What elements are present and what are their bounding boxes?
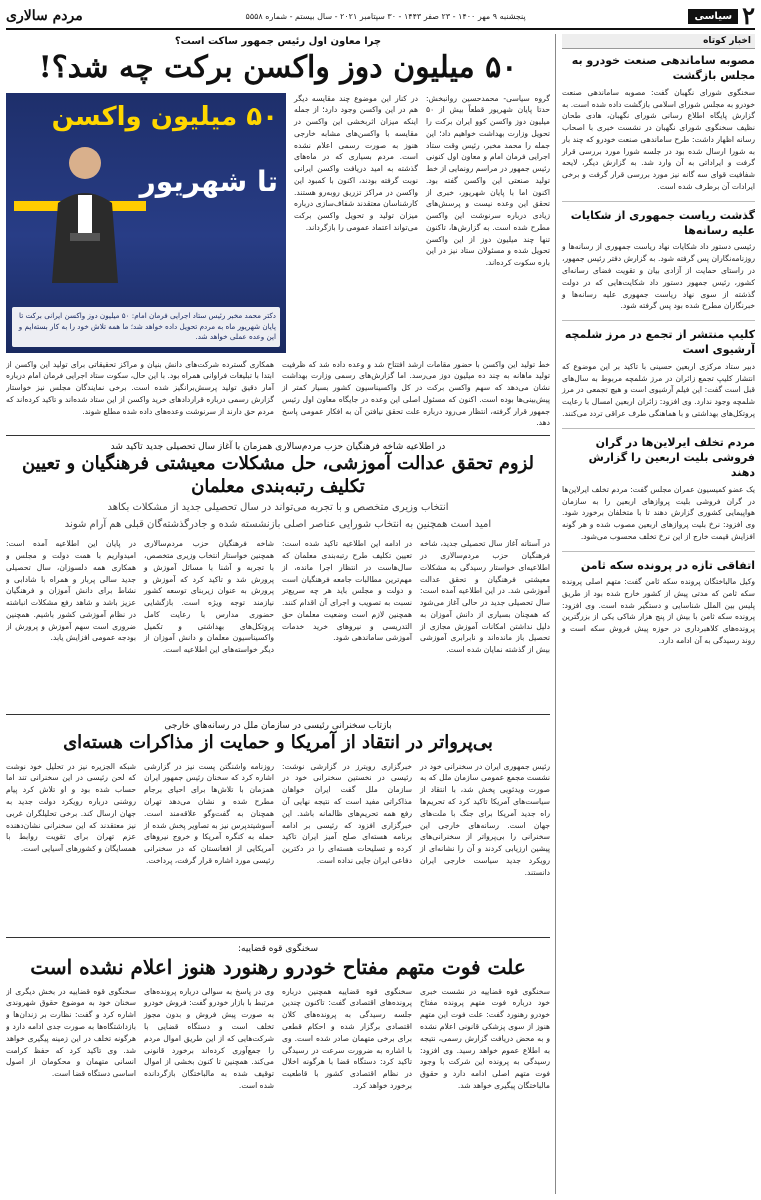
brief-title: مصوبه ساماندهی صنعت خودرو به مجلس بازگشت [571,54,755,83]
article-column: سخنگوی قوه قضاییه همچنین درباره پرونده‌های اقتصادی گفت: تاکنون چندین جلسه رسیدگی به پرونده‌های کلان اقتصادی برگزار شده و احکام قطعی برای برخی متهمان صادر شده است. وی با اشاره به ضرورت سرعت در رسیدگی تاکید کرد: دستگاه قضا با هرگونه اخلال در نظام اقتصادی کشور با قاطعیت برخورد خواهد کرد. [282,986,412,1090]
article-column: رئیس جمهوری ایران در سخنرانی خود در نشست مجمع عمومی سازمان ملل که به صورت ویدئویی پخش شد، با انتقاد از سیاست‌های آمریکا تاکید کرد که تحریم‌ها راه جدید آمریکا برای جنگ با ملت‌های جهان است. رسانه‌های خارجی این سخنرانی را بی‌پرواتر از سخنرانی‌های پیشین ارزیابی کردند و آن را نشانه‌ای از رویکرد جدید سیاست خارجی ایران دانستند. [420,761,550,877]
article-column: گروه سیاسی- محمدحسین روانبخش: حدتا پایان شهریور قطعاً بیش از ۵۰ میلیون دوز واکسن کوو ایران برکت را تحویل وزارت بهداشت خواهیم داد؛ این جمله را محمد مخبر، رئیس وقت ستاد اجرایی فرمان امام و معاون اول کنونی رئیس جمهور در مراسم رونمایی از خط تولید صنعتی این واکسن گفته بود. اکنون اما با پایان شهریور، خبری از تحقق این وعده نیست و پرسش‌های زیادی درباره سرنوشت این واکسن مطرح شده است. به گزارش‌ها، تاکنون تنها چند میلیون دوز از این واکسن تحویل شده و مسئولان ستاد نیز در این باره سکوت کرده‌اند. [426,93,550,268]
divider [6,937,550,938]
second-story-headline: لزوم تحقق عدالت آموزشی، حل مشکلات معیشتی فرهنگیان و تعیین تکلیف رتبه‌بندی معلمان [21,452,535,497]
brief-body: رئیسی دستور داد شکایات نهاد ریاست جمهوری از رسانه‌ها و روزنامه‌نگاران پس گرفته شود. به گزارش دفتر رئیس جمهور، در راستای حمایت از آزادی بیان و تقویت فضای رسانه‌ای کشور، رئیس جمهور دستور داد شکایت‌هایی که در دولت گذشته از سوی نهاد ریاست جمهوری علیه رسانه‌ها و خبرنگاران مطرح شده بود پس گرفته شود. [562,242,755,311]
second-story-columns [6,538,550,708]
brief-title: اتفاقی تازه در پرونده سکه ثامن [580,558,755,572]
second-story-lead-2: امید است همچنین به انتخاب شورایی عناصر اصلی بازنشسته شده و جادرگذشته‌گان قبلی هم آرام شوند [64,519,492,531]
brief-body: سخنگوی شورای نگهبان گفت: مصوبه ساماندهی صنعت خودرو به مجلس شورای اسلامی بازگشت داده شده است. به گزارش پایگاه اطلاع رسانی شورای نگهبان، هادی طحان نظیف سخنگوی شورای نگهبان در نشست خبری با اصحاب رسانه اظهار داشت: طرح ساماندهی صنعت خودرو که چند بار به شورا ارسال شده بود در جلسه شورا مورد بررسی قرار گرفت و ایراداتی به آن وارد شد. به گزارش دیگر، لایحه شفافیت قوای سه گانه نیز مورد بررسی قرار گرفت و برخی ایرادات آن برطرف شده است. [562,87,755,191]
page-badge [688,1,755,30]
article-column: در کنار این موضوع چند مقایسه دیگر هم در این واکسن وجود دارد؛ از جمله اینکه میزان اثربخشی این واکسن در مقایسه با واکسن‌های مشابه خارجی هنوز به صورت رسمی اعلام نشده است. مردم بسیاری که در ماه‌های گذشته به امید دریافت واکسن ایرانی نوبت گرفته بودند، اکنون با کمبود این واکسن در مراکز تزریق روبه‌رو هستند. کارشناسان معتقدند شفاف‌سازی درباره میزان تولید و تحویل واکسن برکت می‌تواند اعتماد عمومی را بازگرداند. [294,93,418,232]
brief-title: گذشت ریاست جمهوری از شکایات علیه رسانه‌ها [570,208,755,238]
article-column: همکاری گسترده شرکت‌های دانش بنیان و مراکز تحقیقاتی برای تولید این واکسن از ابتدا با تبلیغات فراوانی همراه بود. با این حال، سکوت ستاد اجرایی فرمان امام درباره آمار دقیق تولید پرسش‌برانگیز شده است. برخی نمایندگان مجلس نیز خواستار گزارش رسمی درباره قرارداد‌های خرید واکسن از این ستاد شده‌اند و تاکید کرده‌اند که مردم حق دارند از سرنوشت وعده‌های داده شده مطلع شوند. [6,359,274,416]
divider [562,428,755,429]
section-label: سیاسی [688,9,738,24]
brief-item [562,327,755,420]
masthead [6,1,755,30]
vaccine-poster-image [6,93,286,353]
divider [562,551,755,552]
poster-title: ۵۰ میلیون واکسن [51,101,278,132]
brief-body: دبیر ستاد مرکزی اربعین حسینی با تاکید بر این موضوع که انتشار کلیپ تجمع زائران در مرز شلمچه مربوط به سال‌های قبل است گفت: این فیلم آرشیوی است و هیچ تجمعی در مرز شلمچه وجود ندارد. وی افزود: زائران اربعین امسال با رعایت پروتکل‌های بهداشتی و با هماهنگی طرف عراقی تردد می‌کنند. [562,361,755,418]
divider [6,714,550,715]
second-story-lead: انتخاب وزیری متخصص و با تجربه می‌تواند در سال تحصیلی جدید از مشکلات بکاهد [107,502,449,514]
fourth-story-kicker: سخنگوی قوه قضاییه: [237,943,319,954]
brief-item [562,558,755,647]
brief-item [562,53,755,193]
sidebar-header: اخبار کوتاه [562,34,755,49]
article-column: شبکه الجزیره نیز در تحلیل خود نوشت که لحن رئیسی در این سخنرانی تند اما حساب شده بود و او تلاش کرد پیام روشنی درباره رویکرد دولت جدید به جهان ارسال کند. برخی تحلیلگران غربی نیز معتقدند که این سخنرانی نشان‌دهنده عزم تهران برای تقویت روابط با همسایگان و کشورهای آسیایی است. [6,761,136,854]
article-column: سخنگوی قوه قضاییه در نشست خبری خود درباره فوت متهم پرونده مفتاح خودرو رهنورد گفت: علت فوت این متهم هنوز از سوی پزشکی قانونی اعلام نشده و به محض دریافت گزارش رسمی، نتیجه به اطلاع عموم خواهد رسید. وی افزود: رسیدگی به پرونده این شرکت با وجود فوت متهم اصلی ادامه دارد و حقوق مالباختگان پیگیری خواهد شد. [420,986,550,1090]
top-story-kicker: چرا معاون اول رئیس جمهور ساکت است؟ [174,36,382,47]
dateline: پنجشنبه ۹ مهر ۱۴۰۰ - ۲۳ صفر ۱۴۴۳ - ۳۰ سپتامبر ۲۰۲۱ - سال بیستم - شماره ۵۵۵۸ [245,11,526,21]
brief-title: مردم تخلف ایرلاین‌ها در گران فروشی بلیت اربعین را گزارش دهند [588,435,755,480]
divider [562,201,755,202]
article-column: در ادامه این اطلاعیه تاکید شده است: تعیین تکلیف طرح رتبه‌بندی معلمان که سال‌هاست در انتظار اجرا مانده، از مهم‌ترین مطالبات جامعه فرهنگیان است و دولت و مجلس باید هر چه سریع‌تر نسبت به تصویب و اجرای آن اقدام کنند. همچنین لازم است وضعیت معلمان حق التدریسی و نیروهای خرید خدمات آموزشی ساماندهی شود. [282,539,412,643]
newspaper-logo: مردم سالاری [6,8,83,24]
article-column: شاخه فرهنگیان حزب مردم‌سالاری همچنین خواستار انتخاب وزیری متخصص، با تجربه و آشنا با مسائل آموزش و پرورش شد و تاکید کرد که آموزش و پرورش به عنوان زیربنای توسعه کشور نیازمند توجه ویژه است. بازگشایی حضوری مدارس با رعایت کامل پروتکل‌های بهداشتی و تکمیل واکسیناسیون معلمان و دانش آموزان از دیگر خواسته‌های این اطلاعیه است. [144,539,274,655]
second-story-kicker: در اطلاعیه شاخه فرهنگیان حزب مردم‌سالاری همزمان با آغاز سال تحصیلی جدید تاکید شد [110,441,446,452]
divider [6,435,550,436]
top-story-columns [294,93,550,353]
brief-body: یک عضو کمیسیون عمران مجلس گفت: مردم تخلف ایرلاین‌ها در گران فروشی بلیت پروازهای اربعین را به سازمان هواپیمایی کشوری گزارش دهند تا با متخلفان برخورد شود. وی افزود: نرخ بلیت پروازهای اربعین مصوب شده و هر گونه افزایش قیمت خارج از این نرخ تخلف محسوب می‌شود. [562,484,755,541]
third-story-headline: بی‌پرواتر در انتقاد از آمریکا و حمایت از مذاکرات هسته‌ای [63,732,493,754]
poster-subtitle: تا شهریور [139,164,278,198]
brief-item [562,208,755,312]
top-story-headline: ۵۰ میلیون دوز واکسن برکت چه شد؟! [38,50,518,85]
article-column: روزنامه واشنگتن پست نیز در گزارشی اشاره کرد که سخنان رئیس جمهور ایران همزمان با تلاش‌ها برای احیای برجام مطرح شده و نشان می‌دهد تهران همچنان به گفت‌وگو علاقه‌مند است. آسوشیتدپرس نیز به تصاویر پخش شده از حمله به کنگره آمریکا و خروج نیروهای آمریکایی از افغانستان که در سخنرانی رئیسی مورد اشاره قرار گرفت، پرداخت. [144,761,274,865]
article-column: سخنگوی قوه قضاییه در بخش دیگری از سخنان خود به موضوع حقوق شهروندی اشاره کرد و گفت: نظارت بر زندان‌ها و بازداشتگاه‌ها به صورت جدی ادامه دارد و هرگونه تخلف در این زمینه پیگیری خواهد شد. وی تاکید کرد که حفظ کرامت انسانی متهمان و محکومان از اصول اساسی دستگاه قضا است. [6,986,136,1079]
brief-item [562,435,755,543]
third-story-columns [6,761,550,931]
brief-title: کلیپ منتشر از تجمع در مرز شلمچه آرشیوی است [564,328,755,357]
article-column: وی در پاسخ به سوالی درباره پرونده‌های مرتبط با بازار خودرو گفت: فروش خودرو به صورت پیش فروش و بدون مجوز تخلف است و دستگاه قضایی با شرکت‌هایی که از این طریق اموال مردم را جمع‌آوری کرده‌اند برخورد قانونی می‌کند. همچنین تا کنون بخشی از اموال توقیف شده به مالباختگان بازگردانده شده است. [144,986,274,1090]
main-content [6,34,550,1194]
fourth-story-headline: علت فوت متهم مفتاح خودرو رهنورد هنوز اعلام نشده است [30,954,526,979]
divider [562,320,755,321]
third-story-kicker: بازتاب سخنرانی رئیسی در سازمان ملل در رسانه‌های خارجی [164,721,392,732]
fourth-story-columns [6,986,550,1194]
news-briefs-sidebar [555,34,755,1194]
article-column: خبرگزاری رویترز در گزارشی نوشت: رئیسی در نخستین سخنرانی خود در سازمان ملل گفت ایران خواهان مذاکراتی مفید است که نتیجه نهایی آن رفع همه تحریم‌های ظالمانه باشد. این خبرگزاری افزود که رئیسی بر ادامه برنامه هسته‌ای صلح آمیز ایران تاکید کرده و تسلیحات هسته‌ای را در دکترین دفاعی ایران جایی نداده است. [282,761,412,865]
speaker-figure-icon [40,133,130,283]
page-number: ۲ [742,1,755,30]
article-column: در پایان این اطلاعیه آمده است: امیدواریم با همت دولت و مجلس و همکاری همه دلسوزان، سال تحصیلی جدید سالی پربار و همراه با شادابی و نشاط برای دانش آموزان و فرهنگیان عزیز باشد و شاهد رفع مشکلات انباشته در نظام آموزشی کشور باشیم. همچنین ضروری است سهم آموزش و پرورش از بودجه عمومی افزایش یابد. [6,539,136,643]
top-story-continuation [6,359,550,429]
top-story-block [6,93,550,353]
article-column: در آستانه آغاز سال تحصیلی جدید، شاخه فرهنگیان حزب مردم‌سالاری در اطلاعیه‌ای خواستار رسیدگی به مشکلات معیشتی فرهنگیان و تحقق عدالت آموزشی شد. در این اطلاعیه آمده است: سال تحصیلی جدید در حالی آغاز می‌شود که همچنان بسیاری از دانش آموزان به دلیل نداشتن امکانات آموزش مجازی از تحصیل باز مانده‌اند و نابرابری آموزشی بیش از گذشته نمایان شده است. [420,539,550,655]
poster-caption: دکتر محمد مخبر رئیس ستاد اجرایی فرمان امام: ۵۰ میلیون دوز واکسن ایرانی برکت تا پایان شهریور ماه به مردم تحویل داده خواهد شد؛ ما همه تلاش خود را به کار بسته‌ایم و این وعده عملی خواهد شد. [12,307,280,346]
article-column: خط تولید این واکسن با حضور مقامات ارشد افتتاح شد و وعده داده شد که ظرفیت تولید ماهانه به چند ده میلیون دوز می‌رسد. اما گزارش‌های رسمی وزارت بهداشت نشان می‌دهد که سهم واکسن برکت در کل واکسیناسیون کشور بسیار کمتر از پیش‌بینی‌ها بوده است. اکنون که مسئول اصلی این وعده در جایگاه معاون اول رئیس جمهور قرار گرفته، انتظار می‌رود درباره علت تحقق نیافتن آن به افکار عمومی پاسخ دهد. [282,359,550,428]
brief-body: وکیل مالباختگان پرونده سکه ثامن گفت: متهم اصلی پرونده سکه ثامن که مدتی پیش از کشور خارج شده بود از طریق پلیس بین الملل شناسایی و دستگیر شده است. وی افزود: پرونده سکه ثامن با بیش از پنج هزار شاکی یکی از بزرگترین پرونده‌های کلاهبرداری در حوزه پیش فروش سکه است و روند رسیدگی به آن ادامه دارد. [562,577,755,645]
